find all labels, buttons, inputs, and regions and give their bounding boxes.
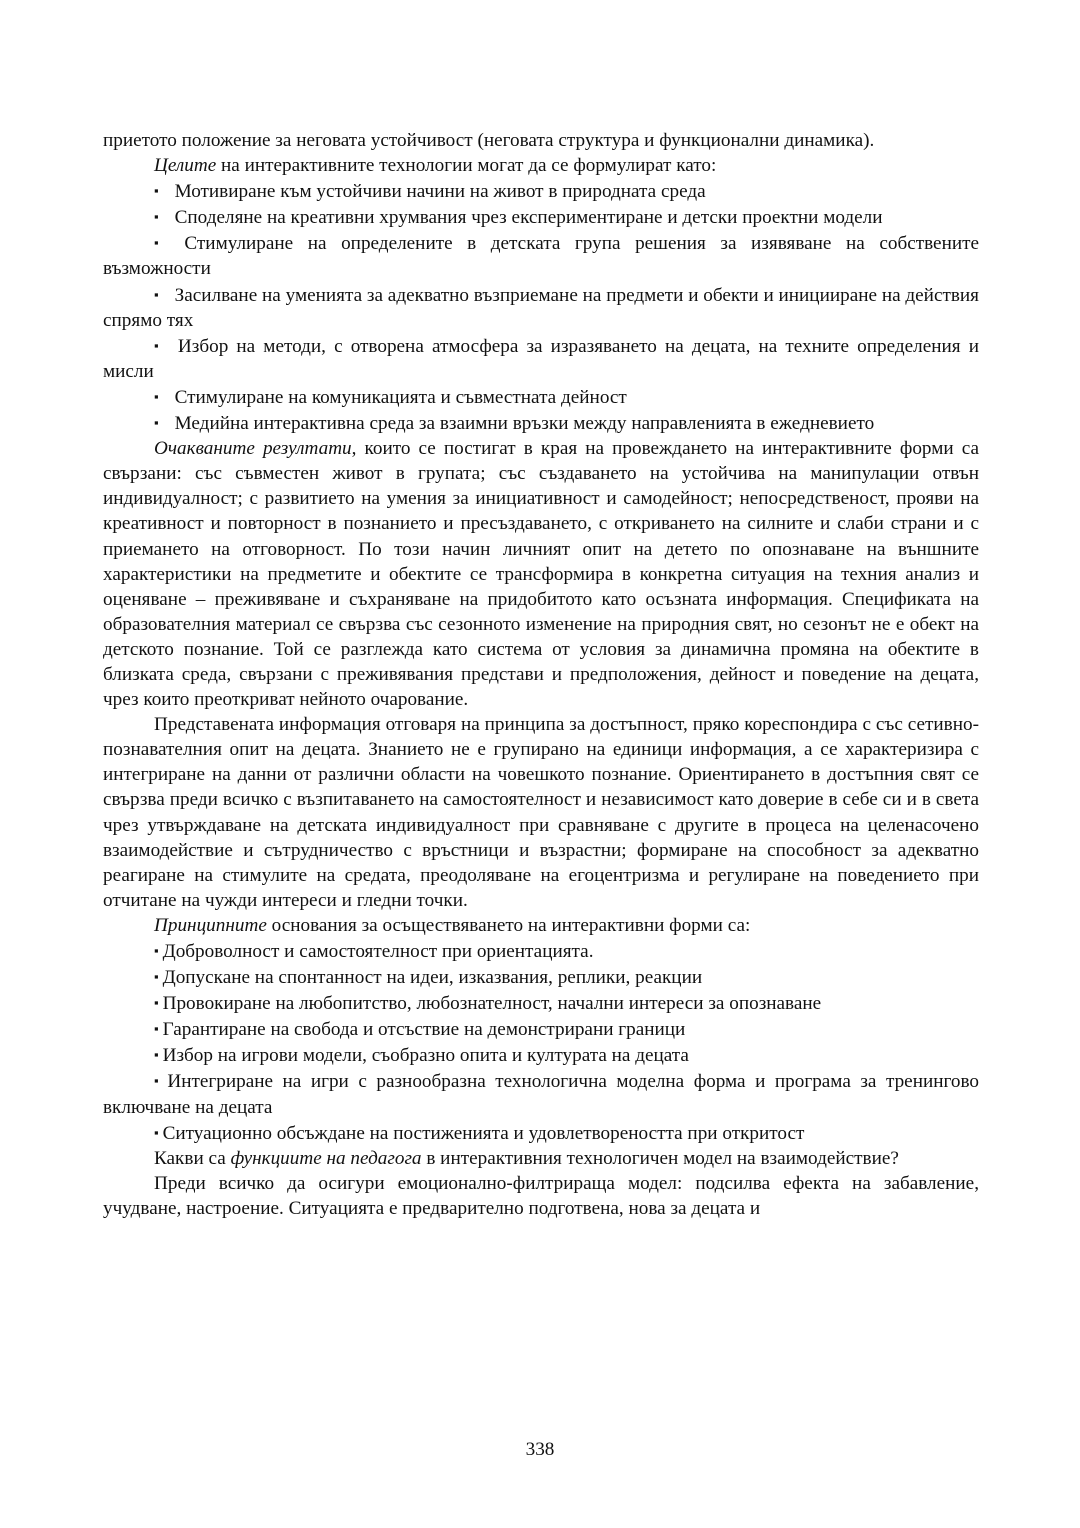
bullet-marker: ▪ [154, 969, 159, 985]
goal-item [103, 282, 979, 333]
goal-item [103, 410, 979, 436]
principle-item [103, 1042, 979, 1068]
goal-text: Стимулиране на комуникацията и съвместната дейност [174, 386, 627, 408]
bullet-marker: ▪ [154, 209, 159, 225]
goals-intro-emphasis: Целите [154, 155, 217, 177]
principle-text: Избор на игрови модели, съобразно опита и културата на децата [162, 1045, 689, 1067]
paragraph-last: Преди всичко да осигури емоционално-филтрираща модел: подсилва ефекта на забавление, учудване, настроение. Ситуацията е предварително подготвена, нова за децата и [103, 1172, 979, 1219]
principle-text: Провокиране на любопитство, любознателност, начални интереси за опознаване [162, 993, 822, 1015]
goal-text: Стимулиране на определените в детската група решения за изявяване на собствените възможности [103, 233, 980, 280]
page-body [103, 128, 979, 1221]
goal-text: Мотивиране към устойчиви начини на живот в природната среда [174, 181, 706, 203]
goals-list [103, 178, 979, 436]
bullet-marker: ▪ [154, 183, 159, 199]
goals-intro-text: на интерактивните технологии могат да се формулират като: [216, 155, 717, 177]
bullet-marker: ▪ [154, 1124, 159, 1140]
question-pre: Какви са [154, 1147, 231, 1169]
principles-list [103, 938, 979, 1146]
paragraph-information: Представената информация отговаря на принципа за достъпност, пряко кореспондира с със сетивно-познавателния опит на децата. Знанието не е групирано на единици информация, а се характеризира с интегриране на данни от различни области на човешкото познание. Ориентирането в достъпния свят се свързва преди всичко с възпитаването на самостоятелност и независимост като доверие в себе си и в света чрез утвърждаване на детската индивидуалност при сравняване с другите в процеса на целенасочено взаимодействие и сътрудничество с връстници и възрастни; формиране на способност за адекватно реагиране на стимулите на средата, преодоляване на егоцентризма и регулиране на поведението при отчитане на чужди интереси и гледни точки. [103, 714, 979, 911]
principle-item [103, 938, 979, 964]
results-emphasis: Очакваните резултати [154, 438, 352, 460]
principle-item [103, 964, 979, 990]
principles-intro-text: основания за осъществяването на интерактивни форми са: [266, 914, 751, 936]
results-text: , които се постигат в края на провеждането на интерактивните форми са свързани: със съвместен живот в групата; със създаването на устойчива на манипулации отвън индивидуалност; с развитието на умения за инициативност и самодейност; непосредственост, прояви на креативност и повторност в познанието и пресъздаването, с откриването на силните и слаби страни и с приемането на отговорност. По този начин личният опит на детето по опознаване на външните характеристики на предметите и обектите се трансформира в конкретна ситуация на техния анализ и оценяване – преживяване и съхраняване на придобитото като осъзната информация. Спецификата на образователния материал се свързва със сезонното изменение на природния свят, но сезонът не е обект на детското познание. Той се разглежда като система от условия за динамична промяна на обектите в близката среда, свързани с преживявания представи и предположения, дейност и поведение на децата, чрез които преоткриват нейното очарование. [103, 438, 979, 711]
bullet-marker: ▪ [154, 1021, 159, 1037]
principle-text: Доброволност и самостоятелност при ориентацията. [162, 941, 594, 962]
question-emphasis: функциите на педагога [230, 1147, 422, 1169]
bullet-marker: ▪ [154, 235, 169, 251]
principle-item [103, 990, 979, 1016]
principle-item [103, 1068, 979, 1119]
goal-item [103, 204, 979, 230]
bullet-marker: ▪ [154, 995, 159, 1011]
goal-text: Избор на методи, с отворена атмосфера за изразяването на децата, на техните определения и мисли [103, 335, 979, 382]
principles-emphasis: Принципните [154, 914, 267, 936]
paragraph-intro: приетото положение за неговата устойчивост (неговата структура и функционални динамика). [103, 130, 875, 151]
principle-item [103, 1120, 979, 1146]
bullet-marker: ▪ [154, 286, 159, 302]
question-post: в интерактивния технологичен модел на взаимодействие? [421, 1147, 899, 1169]
paragraph-results [103, 436, 979, 712]
bullet-marker: ▪ [154, 1073, 164, 1089]
paragraph-question [103, 1146, 979, 1171]
principle-text: Интегриране на игри с разнообразна технологична моделна форма и програма за тренингово включване на децата [103, 1071, 980, 1118]
page-number: 338 [525, 1439, 555, 1460]
bullet-marker: ▪ [154, 943, 159, 958]
goal-item [103, 230, 979, 281]
principle-text: Гарантиране на свобода и отсъствие на демонстрирани граници [162, 1019, 686, 1041]
goal-item [103, 333, 979, 384]
bullet-marker: ▪ [154, 415, 159, 431]
goals-intro [103, 153, 979, 178]
principles-intro [103, 913, 979, 938]
principle-item [103, 1016, 979, 1042]
goal-item [103, 384, 979, 410]
goal-text: Засилване на уменията за адекватно възприемане на предмети и обекти и иницииране на действия спрямо тях [103, 284, 980, 331]
bullet-marker: ▪ [154, 337, 162, 353]
principle-text: Допускане на спонтанност на идеи, изказвания, реплики, реакции [162, 967, 703, 989]
principle-text: Ситуационно обсъждане на постиженията и удовлетвореността при откритост [162, 1122, 805, 1144]
goal-text: Споделяне на креативни хрумвания чрез експериментиране и детски проектни модели [174, 207, 883, 229]
goal-item [103, 178, 979, 204]
bullet-marker: ▪ [154, 388, 159, 404]
bullet-marker: ▪ [154, 1047, 159, 1063]
goal-text: Медийна интерактивна среда за взаимни връзки между направленията в ежедневието [174, 413, 875, 435]
